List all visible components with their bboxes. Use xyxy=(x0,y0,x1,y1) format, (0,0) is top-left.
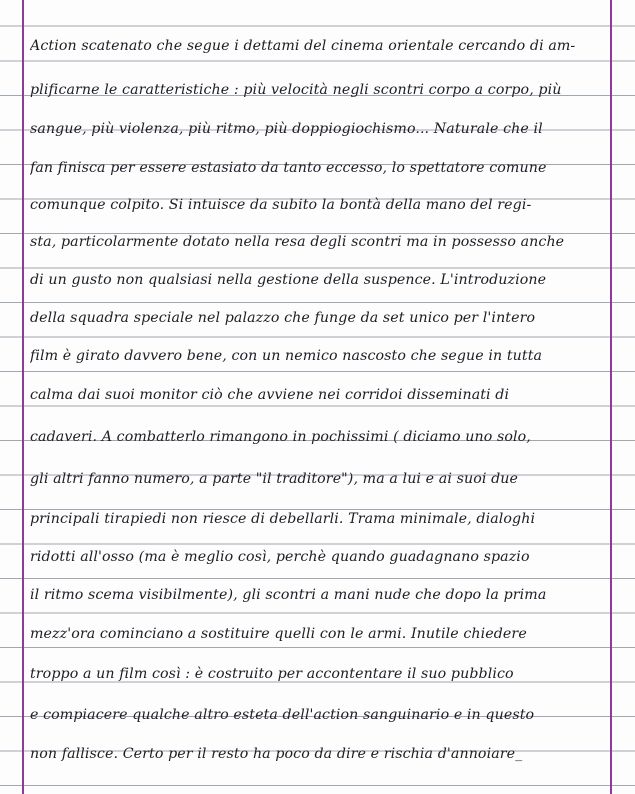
handwritten-line-11: cadaveri. A combatterlo rimangono in pochissimi ( diciamo uno solo, xyxy=(30,429,531,445)
handwritten-line-2: plificarne le caratteristiche : più velocità negli scontri corpo a corpo, più xyxy=(30,82,562,98)
handwritten-line-4: fan finisca per essere estasiato da tanto eccesso, lo spettatore comune xyxy=(30,160,547,176)
handwritten-line-9: film è girato davvero bene, con un nemico nascosto che segue in tutta xyxy=(30,348,543,364)
handwritten-line-13: principali tirapiedi non riesce di debellarli. Trama minimale, dialoghi xyxy=(30,511,536,527)
handwritten-line-14: ridotti all'osso (ma è meglio così, perchè quando guadagnano spazio xyxy=(30,549,530,565)
handwritten-line-12: gli altri fanno numero, a parte "il traditore"), ma a lui e ai suoi due xyxy=(30,471,519,487)
left-margin-line xyxy=(22,0,24,794)
handwritten-line-10: calma dai suoi monitor ciò che avviene nei corridoi disseminati di xyxy=(30,387,510,403)
handwritten-line-18: e compiacere qualche altro esteta dell'action sanguinario e in questo xyxy=(30,707,535,723)
handwritten-line-8: della squadra speciale nel palazzo che funge da set unico per l'intero xyxy=(30,310,536,326)
handwritten-line-3: sangue, più violenza, più ritmo, più doppiogiochismo... Naturale che il xyxy=(30,121,543,137)
handwritten-line-16: mezz'ora cominciano a sostituire quelli con le armi. Inutile chiedere xyxy=(30,626,527,642)
handwritten-line-1: Action scatenato che segue i dettami del cinema orientale cercando di am- xyxy=(30,38,576,54)
handwritten-line-15: il ritmo scema visibilmente), gli scontri a mani nude che dopo la prima xyxy=(30,587,547,603)
handwritten-line-5: comunque colpito. Si intuisce da subito la bontà della mano del regi- xyxy=(30,197,532,213)
handwritten-line-17: troppo a un film così : è costruito per accontentare il suo pubblico xyxy=(30,666,514,682)
handwritten-line-7: di un gusto non qualsiasi nella gestione della suspence. L'introduzione xyxy=(30,272,547,288)
handwritten-line-19: non fallisce. Certo per il resto ha poco da dire e rischia d'annoiare_ xyxy=(30,746,523,762)
right-margin-line xyxy=(610,0,612,794)
handwritten-line-6: sta, particolarmente dotato nella resa degli scontri ma in possesso anche xyxy=(30,234,565,250)
